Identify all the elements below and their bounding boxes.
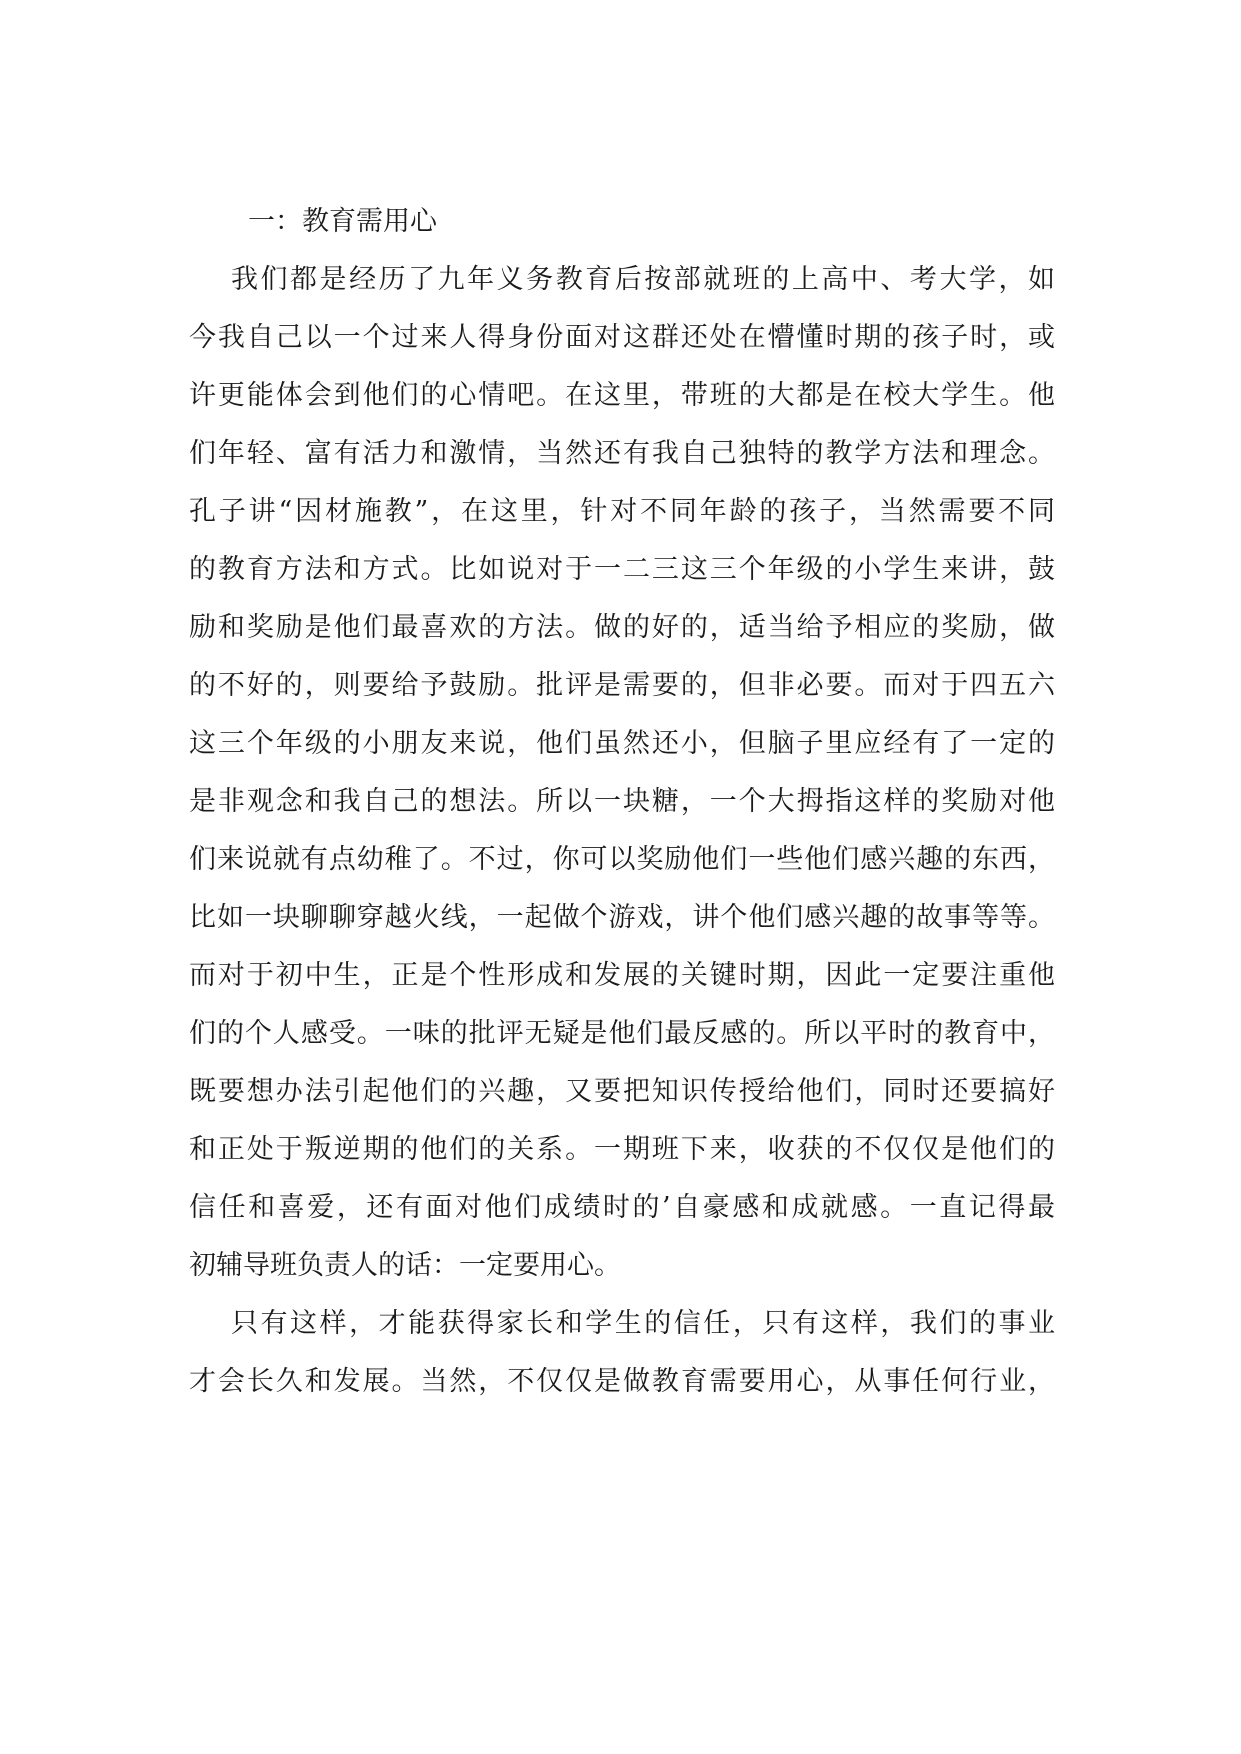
paragraph-line: 比如一块聊聊穿越火线，一起做个游戏，讲个他们感兴趣的故事等等。 (189, 902, 1055, 933)
paragraph-line: 们来说就有点幼稚了。不过，你可以奖励他们一些他们感兴趣的东西， (189, 844, 1055, 875)
paragraph-line: 这三个年级的小朋友来说，他们虽然还小，但脑子里应经有了一定的 (189, 728, 1055, 759)
paragraph-line: 孔子讲“因材施教”，在这里，针对不同年龄的孩子，当然需要不同 (189, 496, 1055, 527)
paragraph-line: 许更能体会到他们的心情吧。在这里，带班的大都是在校大学生。他 (189, 380, 1055, 411)
paragraph-line: 是非观念和我自己的想法。所以一块糖，一个大拇指这样的奖励对他 (189, 786, 1055, 817)
section-heading: 一：教育需用心 (248, 206, 437, 237)
paragraph-line: 我们都是经历了九年义务教育后按部就班的上高中、考大学，如 (231, 264, 1055, 295)
paragraph-line: 才会长久和发展。当然，不仅仅是做教育需要用心，从事任何行业， (189, 1366, 1055, 1397)
paragraph-line: 而对于初中生，正是个性形成和发展的关键时期，因此一定要注重他 (189, 960, 1055, 991)
paragraph-line: 们的个人感受。一味的批评无疑是他们最反感的。所以平时的教育中， (189, 1018, 1055, 1049)
paragraph-line: 只有这样，才能获得家长和学生的信任，只有这样，我们的事业 (231, 1308, 1055, 1339)
paragraph-line: 的教育方法和方式。比如说对于一二三这三个年级的小学生来讲，鼓 (189, 554, 1055, 585)
paragraph-line: 初辅导班负责人的话：一定要用心。 (189, 1250, 621, 1281)
paragraph-line: 们年轻、富有活力和激情，当然还有我自己独特的教学方法和理念。 (189, 438, 1055, 469)
paragraph-line: 的不好的，则要给予鼓励。批评是需要的，但非必要。而对于四五六 (189, 670, 1055, 701)
paragraph-line: 和正处于叛逆期的他们的关系。一期班下来，收获的不仅仅是他们的 (189, 1134, 1055, 1165)
paragraph-line: 信任和喜爱，还有面对他们成绩时的’自豪感和成就感。一直记得最 (189, 1192, 1055, 1223)
paragraph-line: 励和奖励是他们最喜欢的方法。做的好的，适当给予相应的奖励，做 (189, 612, 1055, 643)
paragraph-line: 今我自己以一个过来人得身份面对这群还处在懵懂时期的孩子时，或 (189, 322, 1055, 353)
paragraph-line: 既要想办法引起他们的兴趣，又要把知识传授给他们，同时还要搞好 (189, 1076, 1055, 1107)
